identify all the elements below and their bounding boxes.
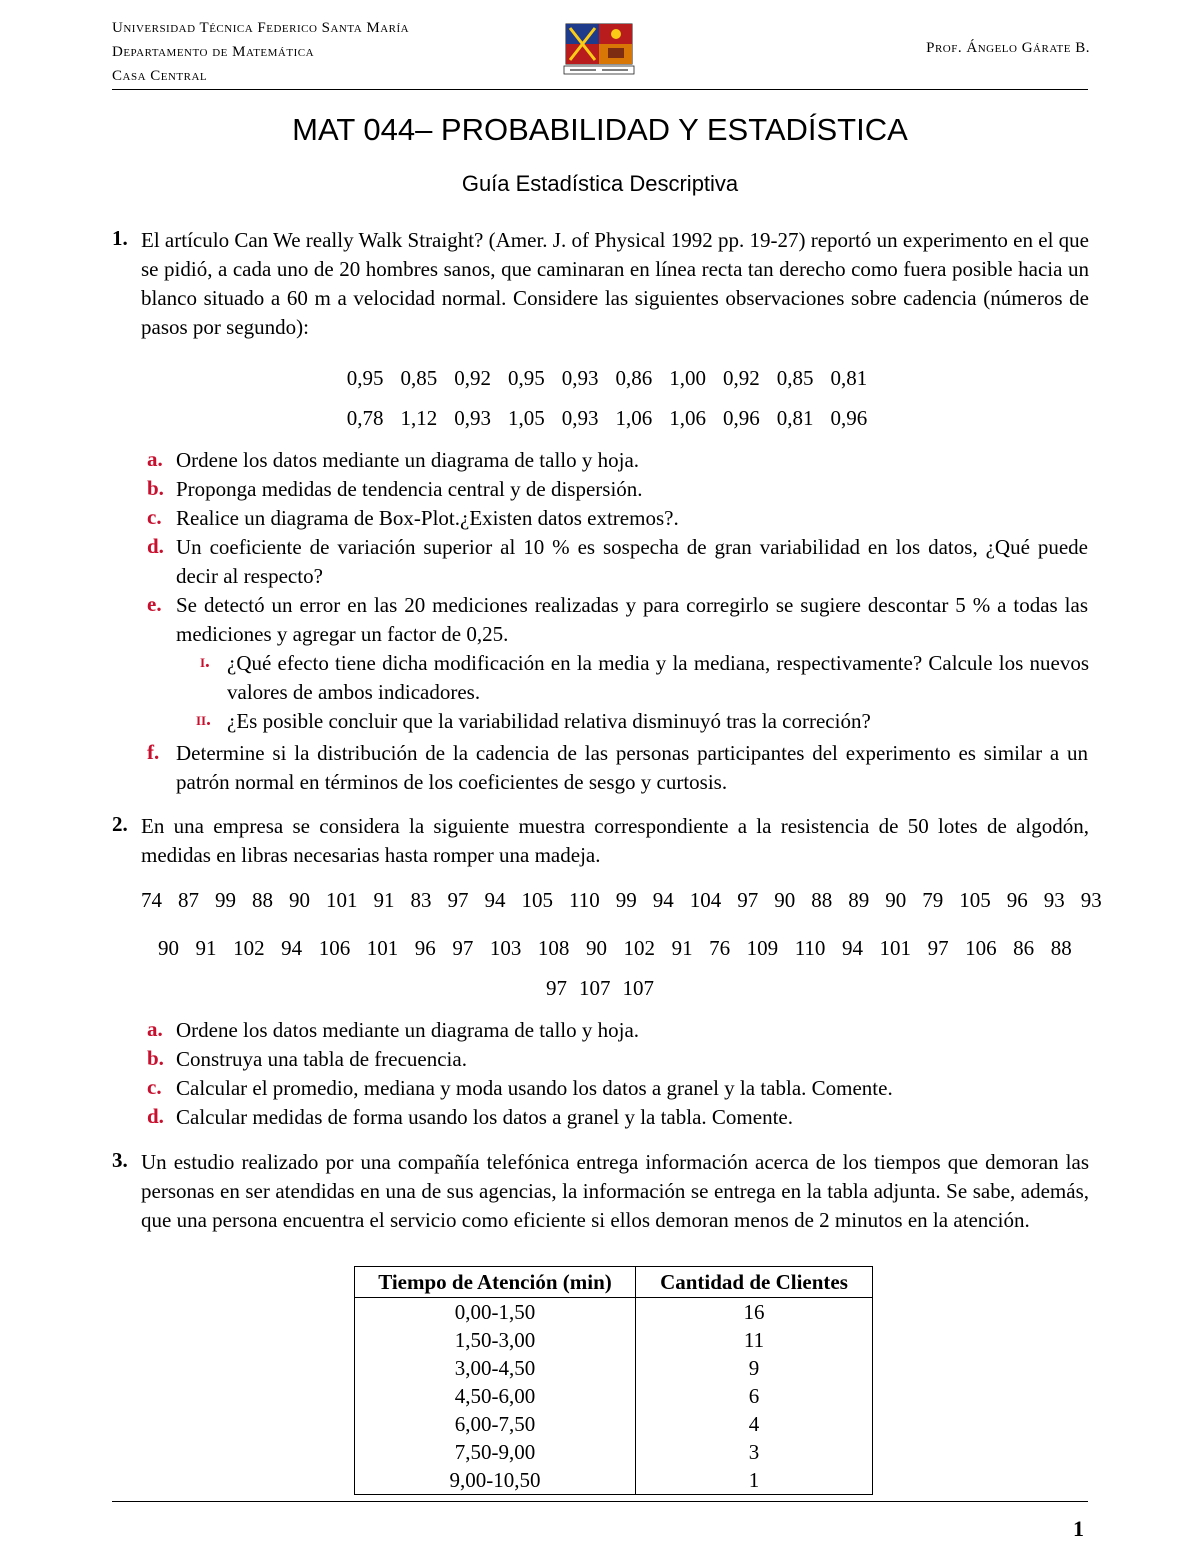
table-cell: 4 <box>636 1410 873 1438</box>
data-value: 99 <box>615 888 637 912</box>
table-cell: 6,00-7,50 <box>355 1410 636 1438</box>
problem-1-subitem-i: ¿Qué efecto tiene dicha modificación en la media y la mediana, respectivamente? Calcule los nuevos valores de ambos indicadores. <box>227 651 1089 704</box>
data-value: 0,92 <box>454 366 491 390</box>
problem-3-number: 3. <box>112 1148 128 1172</box>
data-value: 0,81 <box>776 406 814 430</box>
table-cell: 1,50-3,00 <box>355 1326 636 1354</box>
university-crest-logo <box>556 22 642 80</box>
data-value: 90 <box>885 888 907 912</box>
item-label: f. <box>147 740 160 764</box>
table-row <box>355 1326 873 1354</box>
data-value: 87 <box>178 888 199 912</box>
item-label: b. <box>147 476 164 500</box>
problem-2-item-c: Calcular el promedio, mediana y moda usando los datos a granel y la tabla. Comente. <box>176 1076 893 1100</box>
data-value: 91 <box>373 888 395 912</box>
data-value: 0,85 <box>400 366 438 390</box>
problem-2-data-row-2 <box>158 936 1072 961</box>
problem-2-number: 2. <box>112 812 128 836</box>
table-row <box>355 1438 873 1466</box>
data-value: 105 <box>959 888 991 912</box>
professor-name: Prof. Ángelo Gárate B. <box>926 40 1090 56</box>
problem-1-item-a: Ordene los datos mediante un diagrama de tallo y hoja. <box>176 448 640 472</box>
data-value: 105 <box>521 888 553 912</box>
problem-1-statement: El artículo Can We really Walk Straight? (Amer. J. of Physical 1992 pp. 19-27) reportó un experimento en el que se pidió, a cada uno de 20 hombres sanos, que caminaran en línea recta tan derecho como fuera posible hacia un blanco situado a 60 m a velocidad normal. Considere las siguientes observaciones sobre cadencia (números de pasos por segundo): <box>141 228 1089 339</box>
data-value: 0,95 <box>346 366 384 390</box>
item-label: a. <box>147 447 163 471</box>
footer-divider <box>112 1501 1088 1502</box>
item-label: b. <box>147 1046 164 1070</box>
subitem-label: ii. <box>196 709 211 730</box>
table-cell: 1 <box>636 1466 873 1495</box>
data-value: 1,05 <box>508 406 545 430</box>
data-value: 0,93 <box>561 406 599 430</box>
data-value: 88 <box>252 888 273 912</box>
table-cell: 7,50-9,00 <box>355 1438 636 1466</box>
data-value: 1,12 <box>400 406 438 430</box>
table-cell: 6 <box>636 1382 873 1410</box>
data-value: 96 <box>1006 888 1028 912</box>
data-value: 0,86 <box>615 366 653 390</box>
table-row <box>355 1410 873 1438</box>
problem-2-item-b: Construya una tabla de frecuencia. <box>176 1047 467 1071</box>
item-label: d. <box>147 1104 164 1128</box>
data-value: 88 <box>811 888 833 912</box>
problem-1-data-row-2 <box>0 406 1200 431</box>
data-value: 108 <box>537 936 570 960</box>
problem-1-data-row-1 <box>0 366 1200 391</box>
item-label: a. <box>147 1017 163 1041</box>
column-header: Cantidad de Clientes <box>636 1267 873 1298</box>
problem-1-number: 1. <box>112 226 128 250</box>
table-row <box>355 1298 873 1327</box>
table-cell: 16 <box>636 1298 873 1327</box>
problem-2-statement: En una empresa se considera la siguiente muestra correspondiente a la resistencia de 50 lotes de algodón, medidas en libras necesarias hasta romper una madeja. <box>141 814 1089 867</box>
data-value: 76 <box>709 936 731 960</box>
problem-2-data-row-1 <box>141 888 1102 913</box>
data-value: 93 <box>1080 888 1102 912</box>
data-value: 89 <box>848 888 870 912</box>
data-value: 101 <box>879 936 912 960</box>
page-number: 1 <box>1073 1516 1084 1541</box>
university-name: Universidad Técnica Federico Santa María <box>112 20 410 36</box>
problem-1-item-c: Realice un diagrama de Box-Plot.¿Existen datos extremos?. <box>176 506 679 530</box>
data-value: 0,96 <box>723 406 760 430</box>
item-label: c. <box>147 1075 162 1099</box>
data-value: 0,93 <box>561 366 599 390</box>
data-value: 90 <box>289 888 310 912</box>
data-value: 107 <box>579 976 611 1000</box>
data-value: 97 <box>546 976 567 1000</box>
data-value: 93 <box>1043 888 1065 912</box>
data-value: 0,78 <box>346 406 384 430</box>
data-value: 97 <box>447 888 469 912</box>
data-value: 94 <box>484 888 506 912</box>
data-value: 101 <box>326 888 358 912</box>
table-cell: 11 <box>636 1326 873 1354</box>
column-header: Tiempo de Atención (min) <box>355 1267 636 1298</box>
data-value: 102 <box>233 936 265 960</box>
data-value: 0,81 <box>830 366 868 390</box>
data-value: 1,06 <box>669 406 706 430</box>
data-value: 109 <box>746 936 779 960</box>
data-value: 74 <box>141 888 162 912</box>
data-value: 0,85 <box>776 366 814 390</box>
data-value: 101 <box>366 936 399 960</box>
item-label: c. <box>147 505 162 529</box>
table-cell: 0,00-1,50 <box>355 1298 636 1327</box>
problem-1-subitem-ii: ¿Es posible concluir que la variabilidad relativa disminuyó tras la correción? <box>227 709 871 733</box>
problem-1-item-b: Proponga medidas de tendencia central y de dispersión. <box>176 477 643 501</box>
table-row <box>355 1354 873 1382</box>
data-value: 1,00 <box>669 366 706 390</box>
item-label: d. <box>147 534 164 558</box>
data-value: 103 <box>489 936 522 960</box>
table-row <box>355 1466 873 1495</box>
table-header-row <box>355 1267 873 1298</box>
data-value: 0,92 <box>723 366 760 390</box>
subitem-label: i. <box>200 651 210 672</box>
table-row <box>355 1382 873 1410</box>
data-value: 0,93 <box>454 406 491 430</box>
institution-header <box>112 16 409 88</box>
data-value: 99 <box>215 888 236 912</box>
data-value: 110 <box>794 936 826 960</box>
data-value: 94 <box>652 888 674 912</box>
data-value: 102 <box>623 936 656 960</box>
data-value: 88 <box>1050 936 1072 960</box>
problem-1-item-f: Determine si la distribución de la cadencia de las personas participantes del experimento es similar a un patrón normal en términos de los coeficientes de sesgo y curtosis. <box>176 741 1088 794</box>
problem-1-item-e: Se detectó un error en las 20 mediciones realizadas y para corregirlo se sugiere descontar 5 % a todas las mediciones y agregar un factor de 0,25. <box>176 593 1088 646</box>
data-value: 79 <box>922 888 944 912</box>
campus-name: Casa Central <box>112 68 208 84</box>
data-value: 83 <box>410 888 432 912</box>
data-value: 0,95 <box>508 366 545 390</box>
data-value: 110 <box>569 888 600 912</box>
table-cell: 9 <box>636 1354 873 1382</box>
data-value: 90 <box>158 936 179 960</box>
data-value: 97 <box>737 888 759 912</box>
department-name: Departamento de Matemática <box>112 44 315 60</box>
table-cell: 3,00-4,50 <box>355 1354 636 1382</box>
data-value: 96 <box>414 936 436 960</box>
data-value: 94 <box>281 936 303 960</box>
table-cell: 4,50-6,00 <box>355 1382 636 1410</box>
data-value: 97 <box>452 936 474 960</box>
data-value: 91 <box>195 936 217 960</box>
page-subtitle: Guía Estadística Descriptiva <box>461 171 739 196</box>
data-value: 91 <box>671 936 693 960</box>
data-value: 106 <box>965 936 997 960</box>
problem-2-item-d: Calcular medidas de forma usando los datos a granel y la tabla. Comente. <box>176 1105 793 1129</box>
attention-time-table <box>354 1266 873 1495</box>
data-value: 90 <box>774 888 796 912</box>
data-value: 106 <box>318 936 351 960</box>
header-divider <box>112 89 1088 90</box>
problem-3-statement: Un estudio realizado por una compañía telefónica entrega información acerca de los tiempos que demoran las personas en ser atendidas en una de sus agencias, la información se entrega en la tabla adjunta. Se sabe, además, que una persona encuentra el servicio como eficiente si ellos demoran menos de 2 minutos en la atención. <box>141 1150 1089 1232</box>
data-value: 107 <box>622 976 654 1000</box>
item-label: e. <box>147 592 162 616</box>
table-cell: 3 <box>636 1438 873 1466</box>
data-value: 97 <box>927 936 949 960</box>
table-cell: 9,00-10,50 <box>355 1466 636 1495</box>
problem-2-data-row-3 <box>0 976 1200 1001</box>
problem-1-item-d: Un coeficiente de variación superior al 10 % es sospecha de gran variabilidad en los datos, ¿Qué puede decir al respecto? <box>176 535 1088 588</box>
data-value: 104 <box>689 888 722 912</box>
data-value: 94 <box>841 936 863 960</box>
data-value: 90 <box>585 936 607 960</box>
data-value: 1,06 <box>615 406 653 430</box>
data-value: 86 <box>1013 936 1035 960</box>
page-title: MAT 044– PROBABILIDAD Y ESTADÍSTICA <box>292 112 908 147</box>
problem-2-item-a: Ordene los datos mediante un diagrama de tallo y hoja. <box>176 1018 640 1042</box>
data-value: 0,96 <box>830 406 868 430</box>
